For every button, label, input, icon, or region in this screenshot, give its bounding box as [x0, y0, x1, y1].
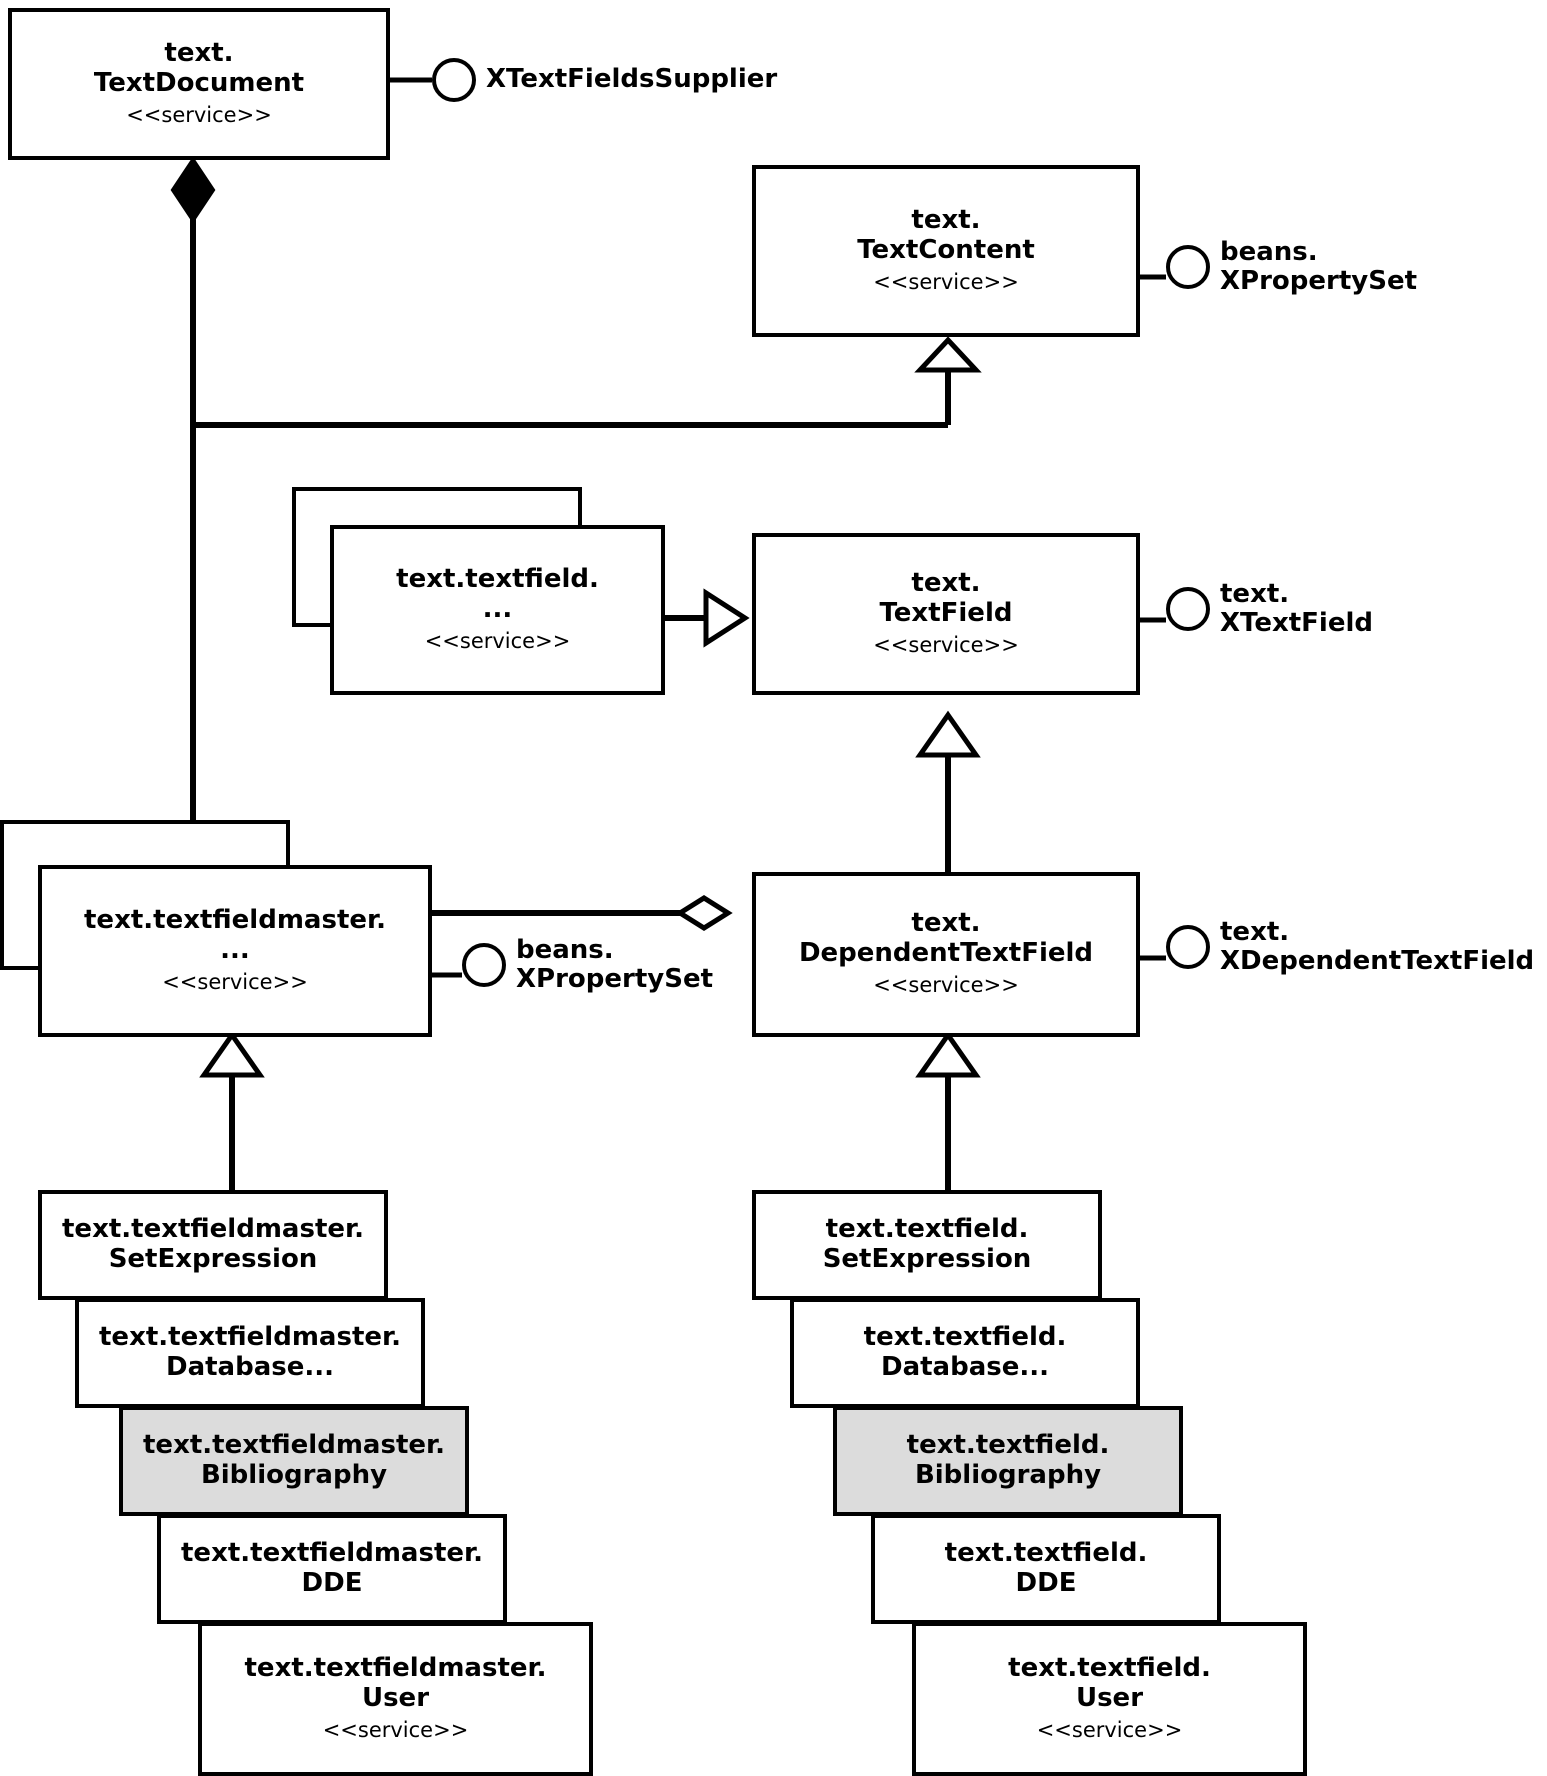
interface-text-xtextfield[interactable]	[1166, 580, 1373, 638]
interface-circle-icon	[432, 58, 476, 102]
node-label-line1: text.textfieldmaster.	[143, 1430, 445, 1461]
interface-circle-icon	[1166, 245, 1210, 289]
interface-beans-xpropertyset-master[interactable]	[462, 936, 713, 994]
node-text-textfield-user[interactable]	[912, 1622, 1307, 1776]
node-label-line1: text.textfieldmaster.	[84, 904, 386, 935]
interface-xtextfieldssupplier[interactable]	[432, 58, 777, 102]
node-label-line2: DDE	[1015, 1568, 1077, 1598]
node-label-line2: Bibliography	[200, 1460, 388, 1490]
node-label-line2: SetExpression	[108, 1244, 318, 1274]
node-label-line2: Database...	[166, 1352, 334, 1382]
node-label-line1: text.	[911, 204, 981, 235]
node-label-line1: text.textfield.	[944, 1538, 1148, 1569]
node-text-textfieldmaster-generic[interactable]	[38, 865, 432, 1037]
node-label-line1: text.textfield.	[863, 1322, 1067, 1353]
interface-text-xdependenttextfield[interactable]	[1166, 918, 1534, 976]
node-label-line1: text.textfield.	[906, 1430, 1110, 1461]
interface-label-line1: text.	[1220, 579, 1290, 609]
node-stereotype: <<service>>	[873, 632, 1019, 657]
node-text-textfield-bibliography[interactable]	[833, 1406, 1183, 1516]
node-stereotype: <<service>>	[162, 969, 308, 994]
node-label-line1: text.	[164, 37, 234, 68]
node-stereotype: <<service>>	[322, 1717, 469, 1742]
node-label-line1: text.textfieldmaster.	[181, 1538, 483, 1569]
node-text-textfieldmaster-dde[interactable]	[157, 1514, 507, 1624]
node-text-textfield[interactable]	[752, 533, 1140, 695]
node-stereotype: <<service>>	[424, 628, 571, 653]
interface-label-line2: XDependentTextField	[1220, 946, 1535, 977]
node-label-line1: text.	[911, 908, 981, 939]
interface-label-line1: beans.	[1220, 237, 1318, 267]
node-label-line2: DependentTextField	[798, 938, 1094, 969]
node-label-line2: Bibliography	[914, 1460, 1102, 1490]
node-label-line2: TextField	[879, 597, 1013, 628]
node-label-line2: ...	[220, 934, 250, 965]
node-text-textfieldmaster-user[interactable]	[198, 1622, 593, 1776]
node-text-textfield-dde[interactable]	[871, 1514, 1221, 1624]
node-text-textfieldmaster-database[interactable]	[75, 1298, 425, 1408]
node-text-textcontent[interactable]	[752, 165, 1140, 337]
node-label-line2: SetExpression	[822, 1244, 1032, 1274]
node-stereotype: <<service>>	[873, 269, 1019, 294]
interface-label-line1: XTextFieldsSupplier	[486, 64, 778, 95]
node-text-textfieldmaster-setexpression[interactable]	[38, 1190, 388, 1300]
interface-label-line2: XTextField	[1220, 608, 1373, 639]
node-stereotype: <<service>>	[873, 973, 1019, 998]
node-label-line2: ...	[482, 593, 513, 624]
interface-circle-icon	[1166, 587, 1210, 631]
interface-label-line1: beans.	[516, 935, 614, 965]
node-label-line1: text.textfield.	[1008, 1652, 1211, 1683]
node-label-line2: DDE	[301, 1568, 363, 1598]
node-stereotype: <<service>>	[126, 102, 272, 127]
interface-circle-icon	[462, 943, 506, 987]
node-text-textfield-setexpression[interactable]	[752, 1190, 1102, 1300]
node-label-line1: text.textfieldmaster.	[244, 1652, 547, 1683]
node-label-line1: text.textfieldmaster.	[62, 1214, 364, 1245]
node-label-line2: User	[1075, 1682, 1144, 1713]
interface-label-line1: text.	[1220, 917, 1290, 947]
interface-label-line2: XPropertySet	[516, 964, 714, 995]
node-text-dependenttextfield[interactable]	[752, 872, 1140, 1037]
node-label-line1: text.	[911, 567, 981, 598]
node-stereotype: <<service>>	[1036, 1717, 1183, 1742]
node-label-line2: User	[361, 1682, 430, 1713]
node-label-line2: Database...	[881, 1352, 1049, 1382]
node-label-line1: text.textfield.	[825, 1214, 1029, 1245]
node-text-textfield-database[interactable]	[790, 1298, 1140, 1408]
node-label-line1: text.textfield.	[396, 563, 599, 594]
node-text-textfieldmaster-bibliography[interactable]	[119, 1406, 469, 1516]
node-text-textfield-generic[interactable]	[330, 525, 665, 695]
interface-beans-xpropertyset-content[interactable]	[1166, 238, 1417, 296]
interface-label-line2: XPropertySet	[1220, 266, 1418, 297]
node-label-line2: TextContent	[857, 234, 1035, 265]
node-label-line1: text.textfieldmaster.	[99, 1322, 401, 1353]
node-label-line2: TextDocument	[93, 67, 305, 98]
interface-circle-icon	[1166, 925, 1210, 969]
node-text-textdocument[interactable]	[8, 8, 390, 160]
